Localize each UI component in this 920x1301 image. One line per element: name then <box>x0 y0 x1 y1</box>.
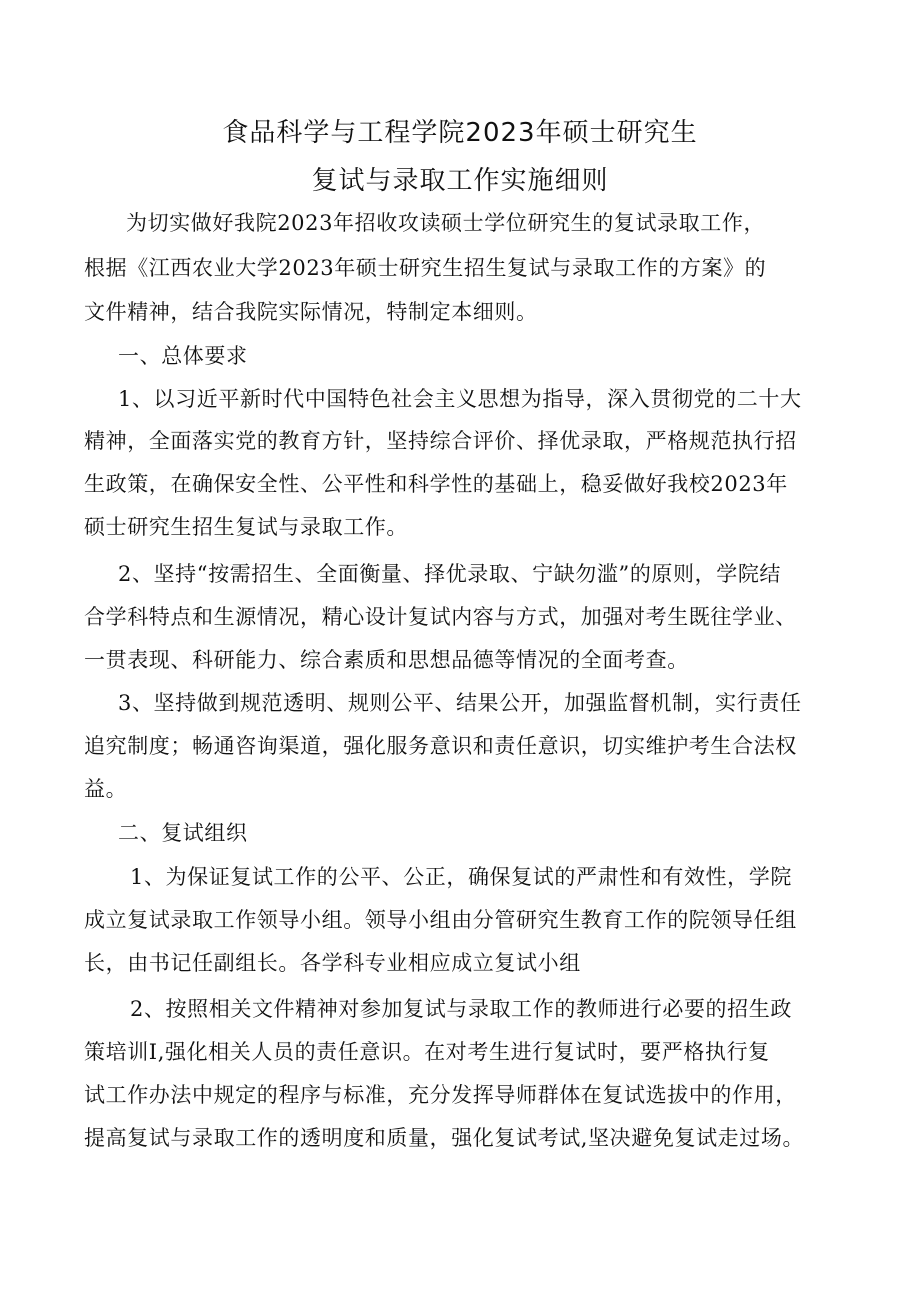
text-line: 1、为保证复试工作的公平、公正，确保复试的严肃性和有效性，学院 <box>130 865 792 889</box>
section-heading: 一、总体要求 <box>118 344 248 368</box>
text-line: 2、按照相关文件精神对参加复试与录取工作的教师进行必要的招生政 <box>130 997 792 1021</box>
text-line: 长，由书记任副组长。各学科专业相应成立复试小组 <box>84 951 581 975</box>
text-line: 精神，全面落实党的教育方针，坚持综合评价、择优录取，严格规范执行招 <box>84 429 797 453</box>
section-heading: 二、复试组织 <box>118 821 248 845</box>
text-line: 试工作办法中规定的程序与标准，充分发挥导师群体在复试选拔中的作用， <box>84 1083 797 1107</box>
document-title: 食品科学与工程学院2023年硕士研究生 <box>222 118 698 148</box>
text-line: 益。 <box>84 777 128 801</box>
text-line: 3、坚持做到规范透明、规则公平、结果公开，加强监督机制，实行责任 <box>118 691 802 715</box>
text-line: 成立复试录取工作领导小组。领导小组由分管研究生教育工作的院领导任组 <box>84 908 797 932</box>
text-line: 合学科特点和生源情况，精心设计复试内容与方式，加强对考生既往学业、 <box>84 605 797 629</box>
text-line: 生政策，在确保安全性、公平性和科学性的基础上，稳妥做好我校2023年 <box>84 472 788 496</box>
document-subtitle: 复试与录取工作实施细则 <box>311 166 609 196</box>
text-line: 2、坚持“按需招生、全面衡量、择优录取、宁缺勿滥”的原则，学院结 <box>118 562 782 586</box>
text-line: 追究制度；畅通咨询渠道，强化服务意识和责任意识，切实维护考生合法权 <box>84 734 797 758</box>
text-line: 一贯表现、科研能力、综合素质和思想品德等情况的全面考查。 <box>84 648 689 672</box>
text-line: 策培训I,强化相关人员的责任意识。在对考生进行复试时，要严格执行复 <box>84 1040 770 1064</box>
text-line: 文件精神，结合我院实际情况，特制定本细则。 <box>84 300 538 324</box>
text-line: 提高复试与录取工作的透明度和质量，强化复试考试,坚决避免复试走过场。 <box>84 1126 805 1150</box>
text-line: 1、以习近平新时代中国特色社会主义思想为指导，深入贯彻党的二十大 <box>118 387 802 411</box>
text-line: 根据《江西农业大学2023年硕士研究生招生复试与录取工作的方案》的 <box>84 256 767 280</box>
text-line: 硕士研究生招生复试与录取工作。 <box>84 515 408 539</box>
text-line: 为切实做好我院2023年招收攻读硕士学位研究生的复试录取工作， <box>126 211 766 235</box>
